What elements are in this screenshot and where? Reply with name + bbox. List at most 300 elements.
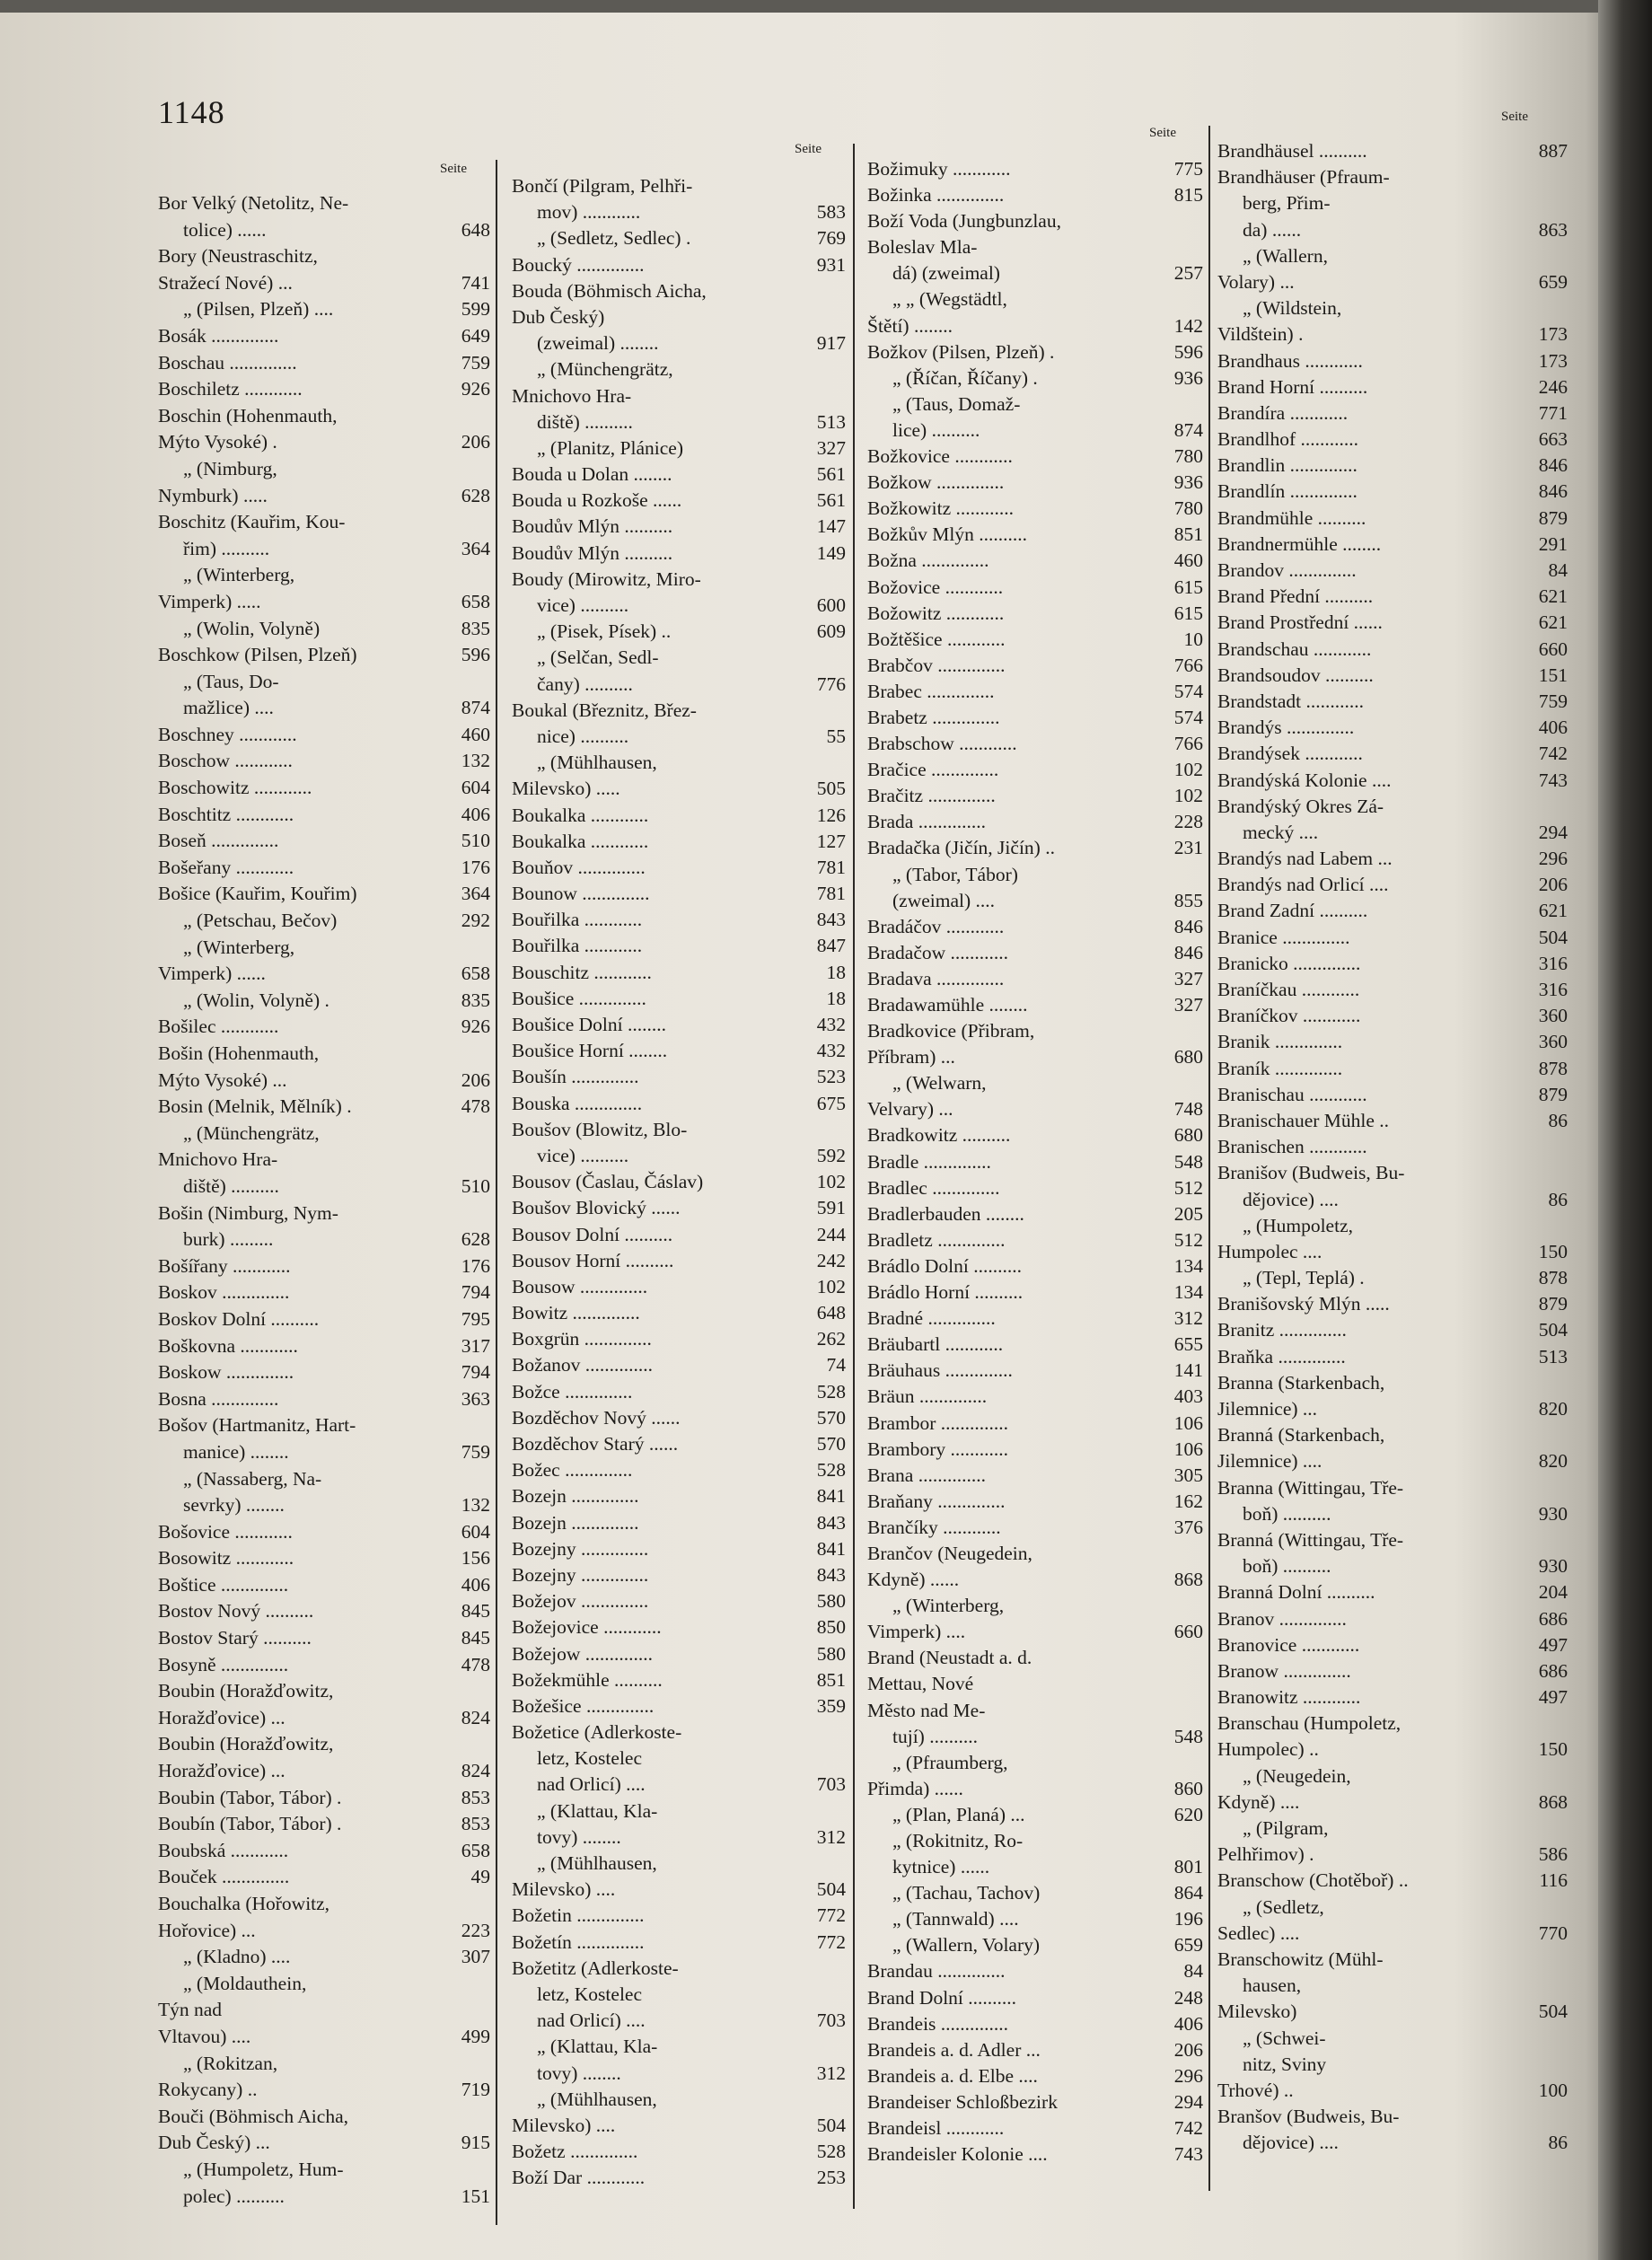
index-entry bbox=[158, 881, 490, 908]
entry-text: Brambory ............ bbox=[867, 1438, 1009, 1460]
entry-text: Božetin .............. bbox=[512, 1904, 645, 1927]
index-entry bbox=[867, 783, 1203, 809]
index-entry bbox=[158, 1147, 490, 1174]
entry-page-number: 223 bbox=[461, 1919, 490, 1941]
entry-text: Brandeis .............. bbox=[867, 2012, 1009, 2035]
entry-text: Brabschow ............ bbox=[867, 733, 1017, 755]
index-entry bbox=[1217, 1527, 1568, 1553]
entry-page-number: 766 bbox=[1173, 733, 1203, 755]
entry-text: „ (Moldauthein, bbox=[183, 1972, 307, 1994]
entry-text: Boskow .............. bbox=[158, 1361, 294, 1384]
entry-text: boň) .......... bbox=[1243, 1502, 1331, 1525]
entry-page-number: 615 bbox=[1173, 576, 1203, 598]
entry-page-number: 406 bbox=[461, 1573, 490, 1596]
entry-text: Branná (Wittingau, Tře- bbox=[1217, 1528, 1404, 1551]
entry-text: Bousov Horní .......... bbox=[512, 1249, 674, 1271]
entry-text: Bouda (Böhmisch Aicha, bbox=[512, 279, 707, 302]
entry-page-number: 106 bbox=[1173, 1411, 1203, 1434]
entry-page-number: 781 bbox=[816, 883, 846, 905]
entry-page-number: 151 bbox=[461, 2185, 490, 2207]
entry-text: Velvary) ... bbox=[867, 1098, 953, 1121]
entry-text: „ (Welwarn, bbox=[892, 1072, 987, 1095]
entry-page-number: 86 bbox=[1548, 1188, 1568, 1210]
entry-page-number: 776 bbox=[816, 673, 846, 695]
seite-label-2: Seite bbox=[795, 142, 822, 156]
entry-page-number: 132 bbox=[461, 1494, 490, 1517]
entry-text: Braňany .............. bbox=[867, 1490, 1006, 1512]
entry-text: Branná Dolní .......... bbox=[1217, 1581, 1375, 1604]
index-entry bbox=[158, 296, 490, 323]
index-entry bbox=[1217, 1947, 1568, 1973]
seite-label-4: Seite bbox=[1501, 110, 1528, 124]
entry-text: Bozejny .............. bbox=[512, 1537, 649, 1560]
entry-text: Humpolec) .. bbox=[1217, 1738, 1319, 1761]
entry-page-number: 206 bbox=[461, 431, 490, 453]
entry-page-number: 775 bbox=[1173, 158, 1203, 180]
index-entry bbox=[867, 1489, 1203, 1515]
entry-page-number: 917 bbox=[816, 332, 846, 355]
entry-page-number: 864 bbox=[1173, 1882, 1203, 1904]
entry-text: „ (Sedletz, bbox=[1243, 1895, 1324, 1918]
entry-page-number: 84 bbox=[1183, 1960, 1203, 1983]
entry-page-number: 294 bbox=[1173, 2090, 1203, 2113]
entry-text: „ (Nassaberg, Na- bbox=[183, 1467, 322, 1490]
index-entry bbox=[158, 1572, 490, 1599]
index-entry bbox=[512, 330, 846, 356]
entry-text: Bračice .............. bbox=[867, 759, 999, 781]
entry-page-number: 879 bbox=[1538, 506, 1568, 529]
index-entry bbox=[1217, 1579, 1568, 1605]
index-column-2 bbox=[512, 173, 846, 2191]
index-entry bbox=[867, 234, 1203, 260]
entry-page-number: 663 bbox=[1538, 428, 1568, 451]
entry-text: Bosowitz ............ bbox=[158, 1547, 294, 1570]
entry-text: Boubín (Tabor, Tábor) . bbox=[158, 1813, 342, 1835]
entry-text: mecký .... bbox=[1243, 821, 1319, 843]
index-entry bbox=[512, 645, 846, 671]
entry-text: Boseň .............. bbox=[158, 830, 279, 852]
entry-text: Kdyně) .... bbox=[1217, 1790, 1300, 1813]
entry-text: „ (Pfraumberg, bbox=[892, 1751, 1008, 1773]
index-entry bbox=[867, 888, 1203, 914]
entry-text: Brančov (Neugedein, bbox=[867, 1542, 1032, 1564]
index-entry bbox=[1217, 1895, 1568, 1921]
index-entry bbox=[867, 182, 1203, 208]
entry-text: Brandýská Kolonie .... bbox=[1217, 769, 1392, 791]
index-entry bbox=[512, 488, 846, 514]
entry-page-number: 504 bbox=[1538, 1319, 1568, 1341]
entry-text: Bousov Dolní .......... bbox=[512, 1223, 673, 1245]
index-entry bbox=[512, 1536, 846, 1562]
index-entry bbox=[158, 616, 490, 643]
entry-text: Jilemnice) .... bbox=[1217, 1450, 1322, 1473]
entry-page-number: 620 bbox=[1173, 1803, 1203, 1825]
entry-text: „ (Wolin, Volyně) . bbox=[183, 989, 330, 1011]
entry-text: Božetín .............. bbox=[512, 1930, 645, 1953]
entry-text: Božkov (Pilsen, Plzeň) . bbox=[867, 340, 1055, 363]
index-entry bbox=[867, 575, 1203, 601]
entry-text: Bradáčov ............ bbox=[867, 915, 1005, 937]
entry-page-number: 478 bbox=[461, 1653, 490, 1675]
entry-page-number: 820 bbox=[1538, 1450, 1568, 1473]
entry-page-number: 156 bbox=[461, 1547, 490, 1570]
entry-text: vice) .......... bbox=[537, 1144, 629, 1166]
index-entry bbox=[867, 286, 1203, 312]
entry-text: „ (Winterberg, bbox=[183, 564, 295, 586]
entry-page-number: 116 bbox=[1539, 1869, 1568, 1892]
index-entry bbox=[512, 1956, 846, 1982]
entry-text: Bradkovice (Přibram, bbox=[867, 1020, 1035, 1042]
entry-text: burk) ......... bbox=[183, 1228, 274, 1251]
index-entry bbox=[1217, 1265, 1568, 1291]
entry-text: Brandschau ............ bbox=[1217, 638, 1372, 660]
index-entry bbox=[1217, 846, 1568, 872]
entry-text: Boskov .............. bbox=[158, 1281, 290, 1304]
entry-text: Bradačka (Jičín, Jičín) .. bbox=[867, 837, 1055, 859]
entry-page-number: 84 bbox=[1548, 559, 1568, 581]
entry-page-number: 604 bbox=[461, 777, 490, 799]
index-entry bbox=[867, 862, 1203, 888]
entry-page-number: 781 bbox=[816, 856, 846, 878]
entry-text: Boubin (Horažďowitz, bbox=[158, 1680, 334, 1702]
entry-text: Boschiletz ............ bbox=[158, 378, 303, 400]
entry-text: Boušice Dolní ........ bbox=[512, 1014, 666, 1035]
page-number: 1148 bbox=[158, 94, 225, 130]
entry-page-number: 772 bbox=[816, 1930, 846, 1953]
entry-page-number: 307 bbox=[461, 1946, 490, 1968]
index-entry bbox=[867, 1906, 1203, 1932]
entry-page-number: 655 bbox=[1173, 1333, 1203, 1356]
entry-text: Branšov (Budweis, Bu- bbox=[1217, 2106, 1400, 2128]
index-entry bbox=[158, 1652, 490, 1679]
entry-page-number: 294 bbox=[1538, 821, 1568, 843]
entry-text: „ (Schwei- bbox=[1243, 2027, 1326, 2049]
entry-text: vice) .......... bbox=[537, 594, 629, 616]
index-entry bbox=[512, 2113, 846, 2139]
entry-text: Branowitz ............ bbox=[1217, 1686, 1361, 1709]
entry-page-number: 528 bbox=[816, 1380, 846, 1403]
entry-text: nice) .......... bbox=[537, 725, 629, 747]
index-entry bbox=[1217, 1606, 1568, 1632]
index-entry bbox=[158, 350, 490, 377]
index-entry bbox=[512, 1274, 846, 1300]
entry-text: Humpolec .... bbox=[1217, 1240, 1322, 1262]
index-entry bbox=[158, 217, 490, 244]
index-entry bbox=[158, 748, 490, 775]
entry-text: (zweimal) .... bbox=[892, 889, 996, 911]
index-entry bbox=[867, 1567, 1203, 1593]
index-entry bbox=[512, 1143, 846, 1169]
entry-text: Boukal (Březnitz, Břez- bbox=[512, 699, 697, 721]
entry-text: Bradawamühle ........ bbox=[867, 994, 1028, 1016]
entry-page-number: 127 bbox=[816, 830, 846, 852]
index-entry bbox=[1217, 794, 1568, 820]
entry-text: Boubská ............ bbox=[158, 1839, 289, 1861]
index-entry bbox=[158, 323, 490, 350]
entry-page-number: 176 bbox=[461, 1254, 490, 1277]
index-entry bbox=[1217, 872, 1568, 898]
index-entry bbox=[158, 1333, 490, 1360]
entry-page-number: 18 bbox=[826, 987, 846, 1009]
entry-text: Příbram) ... bbox=[867, 1046, 955, 1068]
entry-text: Bradletz .............. bbox=[867, 1228, 1006, 1251]
index-entry bbox=[867, 1149, 1203, 1175]
entry-text: Božetz .............. bbox=[512, 2141, 638, 2163]
entry-text: Bouska .............. bbox=[512, 1092, 643, 1114]
entry-text: Branice .............. bbox=[1217, 926, 1350, 948]
index-entry bbox=[158, 1439, 490, 1466]
entry-text: Město nad Me- bbox=[867, 1699, 986, 1721]
entry-page-number: 835 bbox=[461, 617, 490, 639]
index-entry bbox=[1217, 243, 1568, 269]
entry-page-number: 743 bbox=[1538, 769, 1568, 791]
entry-text: Mýto Vysoké) ... bbox=[158, 1068, 287, 1091]
index-entry bbox=[1217, 1632, 1568, 1658]
entry-page-number: 930 bbox=[1538, 1502, 1568, 1525]
entry-page-number: 204 bbox=[1538, 1581, 1568, 1604]
index-entry bbox=[158, 1918, 490, 1945]
entry-text: Brand Horní .......... bbox=[1217, 375, 1368, 398]
entry-text: Bor Velký (Netolitz, Ne- bbox=[158, 192, 349, 214]
entry-text: „ (Taus, Do- bbox=[183, 670, 279, 692]
index-entry bbox=[512, 1012, 846, 1038]
entry-text: (zweimal) ........ bbox=[537, 332, 659, 355]
entry-page-number: 248 bbox=[1173, 1986, 1203, 2009]
entry-page-number: 743 bbox=[1173, 2143, 1203, 2166]
index-entry bbox=[867, 444, 1203, 470]
entry-page-number: 846 bbox=[1173, 915, 1203, 937]
index-entry bbox=[158, 1200, 490, 1227]
entry-text: „ (Wallern, bbox=[1243, 244, 1328, 267]
entry-page-number: 141 bbox=[1173, 1359, 1203, 1382]
index-entry bbox=[158, 669, 490, 696]
index-entry bbox=[1217, 1763, 1568, 1790]
index-entry bbox=[158, 855, 490, 882]
index-entry bbox=[512, 619, 846, 645]
entry-page-number: 660 bbox=[1538, 638, 1568, 660]
entry-page-number: 102 bbox=[816, 1171, 846, 1193]
index-entry bbox=[1217, 558, 1568, 584]
entry-text: Bradkowitz .......... bbox=[867, 1124, 1011, 1147]
entry-text: Bračitz .............. bbox=[867, 785, 996, 807]
entry-text: Brada .............. bbox=[867, 811, 986, 833]
entry-text: „ (Mühlhausen, bbox=[537, 752, 657, 774]
entry-page-number: 615 bbox=[1173, 602, 1203, 624]
entry-text: hausen, bbox=[1243, 1974, 1302, 1997]
index-entry bbox=[867, 548, 1203, 574]
index-entry bbox=[1217, 1553, 1568, 1579]
index-entry bbox=[158, 1359, 490, 1386]
index-entry bbox=[1217, 1999, 1568, 2025]
entry-text: „ (Münchengrätz, bbox=[183, 1121, 320, 1144]
index-entry bbox=[512, 1326, 846, 1352]
entry-text: Boubin (Horažďowitz, bbox=[158, 1733, 334, 1755]
entry-text: Kdyně) ...... bbox=[867, 1569, 960, 1591]
entry-text: Božinka .............. bbox=[867, 184, 1005, 207]
entry-page-number: 228 bbox=[1173, 811, 1203, 833]
entry-page-number: 860 bbox=[1173, 1777, 1203, 1799]
index-entry bbox=[512, 1038, 846, 1064]
index-column-3 bbox=[867, 156, 1203, 2168]
entry-text: Boží Voda (Jungbunzlau, bbox=[867, 210, 1061, 233]
index-entry bbox=[1217, 2104, 1568, 2130]
entry-text: diště) .......... bbox=[183, 1174, 279, 1197]
index-column-4 bbox=[1217, 138, 1568, 2156]
index-entry bbox=[867, 627, 1203, 653]
entry-text: Bräun .............. bbox=[867, 1385, 988, 1408]
entry-text: Boudův Mlýn .......... bbox=[512, 541, 673, 564]
entry-page-number: 824 bbox=[461, 1760, 490, 1782]
entry-text: Boschney ............ bbox=[158, 723, 297, 745]
entry-text: Bozejn .............. bbox=[512, 1485, 639, 1508]
entry-text: Bozděchov Nový ...... bbox=[512, 1406, 681, 1429]
index-entry bbox=[158, 1174, 490, 1200]
entry-text: čany) .......... bbox=[537, 673, 633, 695]
index-entry bbox=[867, 1724, 1203, 1750]
entry-text: Horažďovice) ... bbox=[158, 1706, 286, 1728]
index-entry bbox=[512, 1719, 846, 1746]
index-entry bbox=[512, 750, 846, 776]
index-entry bbox=[158, 589, 490, 616]
entry-text: Brabetz .............. bbox=[867, 706, 1000, 728]
entry-text: Branovice ............ bbox=[1217, 1633, 1360, 1656]
entry-page-number: 548 bbox=[1173, 1725, 1203, 1747]
entry-text: Branišov (Budweis, Bu- bbox=[1217, 1162, 1405, 1184]
entry-text: Božešice .............. bbox=[512, 1694, 655, 1717]
index-entry bbox=[1217, 1134, 1568, 1160]
entry-text: Bostov Starý .......... bbox=[158, 1627, 312, 1649]
index-entry bbox=[1217, 1396, 1568, 1422]
entry-page-number: 780 bbox=[1173, 497, 1203, 520]
index-entry bbox=[1217, 2130, 1568, 2156]
entry-text: „ (Humpoletz, bbox=[1243, 1214, 1353, 1236]
entry-page-number: 659 bbox=[1173, 1934, 1203, 1957]
entry-text: Boubin (Tabor, Tábor) . bbox=[158, 1786, 342, 1808]
entry-text: Mettau, Nové bbox=[867, 1673, 974, 1695]
entry-page-number: 360 bbox=[1538, 1031, 1568, 1053]
index-entry bbox=[867, 391, 1203, 418]
entry-text: Brandeiser Schloßbezirk bbox=[867, 2090, 1058, 2113]
entry-page-number: 262 bbox=[816, 1328, 846, 1350]
entry-page-number: 312 bbox=[816, 1825, 846, 1848]
index-entry bbox=[512, 1641, 846, 1667]
index-entry bbox=[512, 2165, 846, 2191]
entry-page-number: 868 bbox=[1173, 1569, 1203, 1591]
entry-text: Bradle .............. bbox=[867, 1150, 991, 1173]
entry-text: Brádlo Horní .......... bbox=[867, 1281, 1024, 1304]
entry-text: Brandsoudov .......... bbox=[1217, 664, 1374, 686]
entry-page-number: 719 bbox=[461, 2079, 490, 2101]
index-entry bbox=[1217, 898, 1568, 924]
entry-page-number: 648 bbox=[816, 1302, 846, 1324]
entry-page-number: 878 bbox=[1538, 1057, 1568, 1079]
index-entry bbox=[158, 1519, 490, 1546]
entry-text: Horažďovice) ... bbox=[158, 1760, 286, 1782]
entry-text: Boschtitz ............ bbox=[158, 803, 294, 825]
index-entry bbox=[867, 1515, 1203, 1541]
entry-text: Boschin (Hohenmauth, bbox=[158, 404, 338, 426]
index-entry bbox=[158, 2130, 490, 2157]
entry-page-number: 846 bbox=[1173, 941, 1203, 963]
entry-text: dějovice) .... bbox=[1243, 1188, 1339, 1210]
entry-text: Boušov Blovický ...... bbox=[512, 1197, 681, 1219]
entry-page-number: 847 bbox=[816, 935, 846, 957]
index-entry bbox=[158, 775, 490, 802]
entry-page-number: 403 bbox=[1173, 1385, 1203, 1408]
entry-page-number: 497 bbox=[1538, 1686, 1568, 1709]
index-entry bbox=[1217, 1816, 1568, 1842]
entry-page-number: 592 bbox=[816, 1144, 846, 1166]
entry-text: dá) (zweimal) bbox=[892, 262, 1000, 285]
index-entry bbox=[512, 356, 846, 383]
entry-text: nad Orlicí) .... bbox=[537, 1773, 646, 1796]
entry-text: tovy) ........ bbox=[537, 2062, 621, 2084]
entry-page-number: 162 bbox=[1173, 1490, 1203, 1512]
entry-page-number: 253 bbox=[816, 2167, 846, 2189]
entry-text: Milevsko) .... bbox=[512, 1878, 616, 1901]
index-entry bbox=[1217, 741, 1568, 767]
entry-text: Brandnermühle ........ bbox=[1217, 532, 1382, 555]
entry-text: Hořovice) ... bbox=[158, 1919, 256, 1941]
entry-page-number: 510 bbox=[461, 830, 490, 852]
index-entry bbox=[1217, 1213, 1568, 1239]
entry-page-number: 741 bbox=[461, 271, 490, 294]
entry-text: Boschowitz ............ bbox=[158, 777, 312, 799]
entry-text: Dub Český) bbox=[512, 305, 605, 328]
index-entry bbox=[867, 496, 1203, 522]
entry-page-number: 769 bbox=[816, 227, 846, 250]
entry-page-number: 586 bbox=[1538, 1843, 1568, 1866]
index-entry bbox=[867, 705, 1203, 731]
entry-text: diště) .......... bbox=[537, 410, 633, 433]
index-entry bbox=[1217, 1239, 1568, 1265]
entry-page-number: 596 bbox=[461, 644, 490, 666]
entry-text: Týn nad bbox=[158, 1999, 223, 2021]
entry-text: Pelhřimov) . bbox=[1217, 1843, 1314, 1866]
entry-text: letz, Kostelec bbox=[537, 1747, 643, 1770]
index-entry bbox=[867, 1122, 1203, 1148]
index-entry bbox=[867, 1541, 1203, 1567]
index-entry bbox=[867, 1279, 1203, 1306]
entry-page-number: 359 bbox=[816, 1694, 846, 1717]
index-entry bbox=[1217, 1501, 1568, 1527]
entry-text: Božna .............. bbox=[867, 550, 989, 572]
index-entry bbox=[512, 829, 846, 855]
entry-page-number: 580 bbox=[816, 1642, 846, 1665]
index-entry bbox=[512, 252, 846, 278]
entry-page-number: 561 bbox=[816, 463, 846, 486]
index-entry bbox=[158, 243, 490, 270]
entry-text: Bošovice ............ bbox=[158, 1520, 293, 1543]
index-entry bbox=[512, 409, 846, 435]
index-entry bbox=[867, 1958, 1203, 1984]
index-entry bbox=[158, 642, 490, 669]
entry-text: Branow .............. bbox=[1217, 1659, 1351, 1682]
entry-text: Boukalka ............ bbox=[512, 830, 649, 852]
entry-page-number: 874 bbox=[1173, 418, 1203, 441]
entry-text: Braníčkau ............ bbox=[1217, 979, 1360, 1000]
entry-text: Boucký .............. bbox=[512, 253, 645, 276]
entry-text: Božetitz (Adlerkoste- bbox=[512, 1957, 679, 1979]
column-rule-3 bbox=[1208, 126, 1210, 2191]
entry-page-number: 748 bbox=[1173, 1098, 1203, 1121]
entry-page-number: 242 bbox=[816, 1249, 846, 1271]
entry-text: „ (Winterberg, bbox=[892, 1595, 1005, 1617]
entry-text: Brandýs nad Labem ... bbox=[1217, 848, 1393, 870]
entry-page-number: 291 bbox=[1538, 532, 1568, 555]
entry-text: Bouči (Böhmisch Aicha, bbox=[158, 2105, 348, 2127]
index-entry bbox=[1217, 348, 1568, 374]
